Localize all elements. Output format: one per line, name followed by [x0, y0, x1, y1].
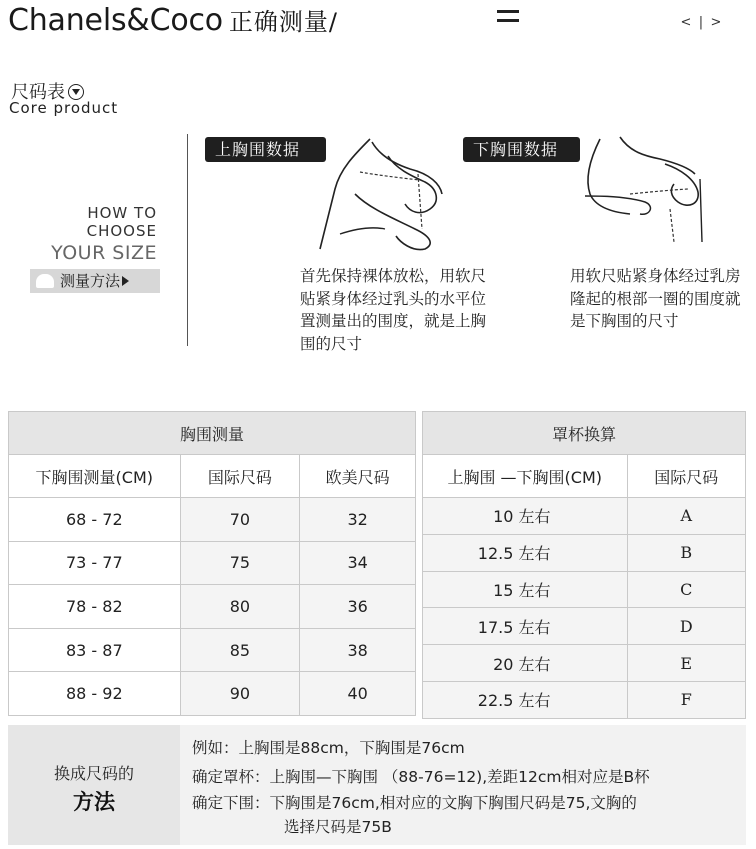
page-title-cn: 正确测量/ — [228, 8, 339, 36]
table-row — [9, 541, 416, 585]
table-cell: D — [627, 608, 745, 645]
bust-col-intl: 国际尺码 — [180, 455, 300, 498]
menu-icon[interactable] — [497, 8, 521, 28]
bust-measure-table — [8, 411, 416, 716]
table-cell: 32 — [300, 498, 416, 542]
pager-divider: | — [698, 15, 704, 30]
table-row — [423, 645, 746, 682]
upper-bust-label: 上胸围数据 — [205, 137, 326, 162]
table-cell: 34 — [300, 541, 416, 585]
table-cell: 38 — [300, 628, 416, 672]
table-cell: 22.5 左右 — [423, 681, 628, 718]
size-chart-subtitle: Core product — [9, 99, 119, 117]
arrow-right-icon — [122, 276, 129, 286]
table-cell: 85 — [180, 628, 300, 672]
method-example: 例如：上胸围是88cm，下胸围是76cm — [192, 739, 465, 757]
table-cell: A — [627, 498, 745, 535]
how-to-line2: CHOOSE — [86, 222, 157, 240]
measure-method-label: 测量方法 — [60, 272, 121, 290]
table-row — [423, 681, 746, 718]
table-row — [423, 571, 746, 608]
table-cell: 15 左右 — [423, 571, 628, 608]
table-row — [9, 672, 416, 716]
prev-button[interactable]: < — [680, 15, 692, 30]
table-row — [423, 608, 746, 645]
table-cell: 73 - 77 — [9, 541, 181, 585]
table-cell: 40 — [300, 672, 416, 716]
table-cell: 17.5 左右 — [423, 608, 628, 645]
bra-icon — [36, 274, 54, 288]
table-cell: 88 - 92 — [9, 672, 181, 716]
brand-title — [8, 2, 338, 38]
divider — [187, 134, 188, 346]
bust-table-title: 胸围测量 — [9, 412, 416, 455]
pager — [676, 15, 726, 30]
bust-col-underbust: 下胸围测量(CM) — [9, 455, 181, 498]
cup-table-title: 罩杯换算 — [423, 412, 746, 455]
table-row — [423, 498, 746, 535]
table-row — [9, 628, 416, 672]
table-row — [9, 585, 416, 629]
table-cell: E — [627, 645, 745, 682]
method-label-line2: 方法 — [73, 790, 115, 814]
table-cell: 90 — [180, 672, 300, 716]
table-cell: 36 — [300, 585, 416, 629]
table-cell: 83 - 87 — [9, 628, 181, 672]
method-cup-step: 确定罩杯：上胸围—下胸围 （88-76=12),差距12cm相对应是B杯 — [192, 768, 650, 786]
table-cell: 70 — [180, 498, 300, 542]
dropdown-circle-icon[interactable] — [68, 84, 84, 100]
table-cell: 20 左右 — [423, 645, 628, 682]
next-button[interactable]: > — [710, 15, 722, 30]
cup-conversion-table — [422, 411, 746, 719]
under-bust-label: 下胸围数据 — [463, 137, 580, 162]
under-bust-description: 用软尺贴紧身体经过乳房隆起的根部一圈的围度就是下胸围的尺寸 — [570, 267, 741, 330]
method-band-step: 确定下围：下胸围是76cm,相对应的文胸下胸围尺码是75,文胸的 — [192, 794, 637, 812]
how-to-line1: HOW TO — [87, 204, 157, 222]
method-label-line1: 换成尺码的 — [53, 764, 134, 783]
upper-bust-description: 首先保持裸体放松，用软尺贴紧身体经过乳头的水平位置测量出的围度，就是上胸围的尺寸 — [300, 267, 487, 353]
measure-method-tag[interactable] — [30, 269, 160, 293]
size-chart-label: 尺码表 — [11, 82, 65, 103]
cup-col-intl: 国际尺码 — [627, 455, 745, 498]
table-cell: C — [627, 571, 745, 608]
table-row — [9, 498, 416, 542]
table-cell: B — [627, 534, 745, 571]
under-bust-measure-illustration — [570, 134, 720, 244]
how-to-line3: YOUR SIZE — [51, 242, 157, 264]
table-cell: 10 左右 — [423, 498, 628, 535]
table-cell: 75 — [180, 541, 300, 585]
brand-name: Chanels&Coco — [8, 3, 223, 38]
method-box-label — [8, 725, 180, 845]
table-cell: 68 - 72 — [9, 498, 181, 542]
table-cell: F — [627, 681, 745, 718]
cup-col-diff: 上胸围 —下胸围(CM) — [423, 455, 628, 498]
method-box-content — [180, 725, 746, 845]
method-result: 选择尺码是75B — [284, 818, 392, 836]
upper-bust-measure-illustration — [300, 134, 450, 254]
bust-col-eu: 欧美尺码 — [300, 455, 416, 498]
table-cell: 80 — [180, 585, 300, 629]
table-row — [423, 534, 746, 571]
table-cell: 12.5 左右 — [423, 534, 628, 571]
table-cell: 78 - 82 — [9, 585, 181, 629]
